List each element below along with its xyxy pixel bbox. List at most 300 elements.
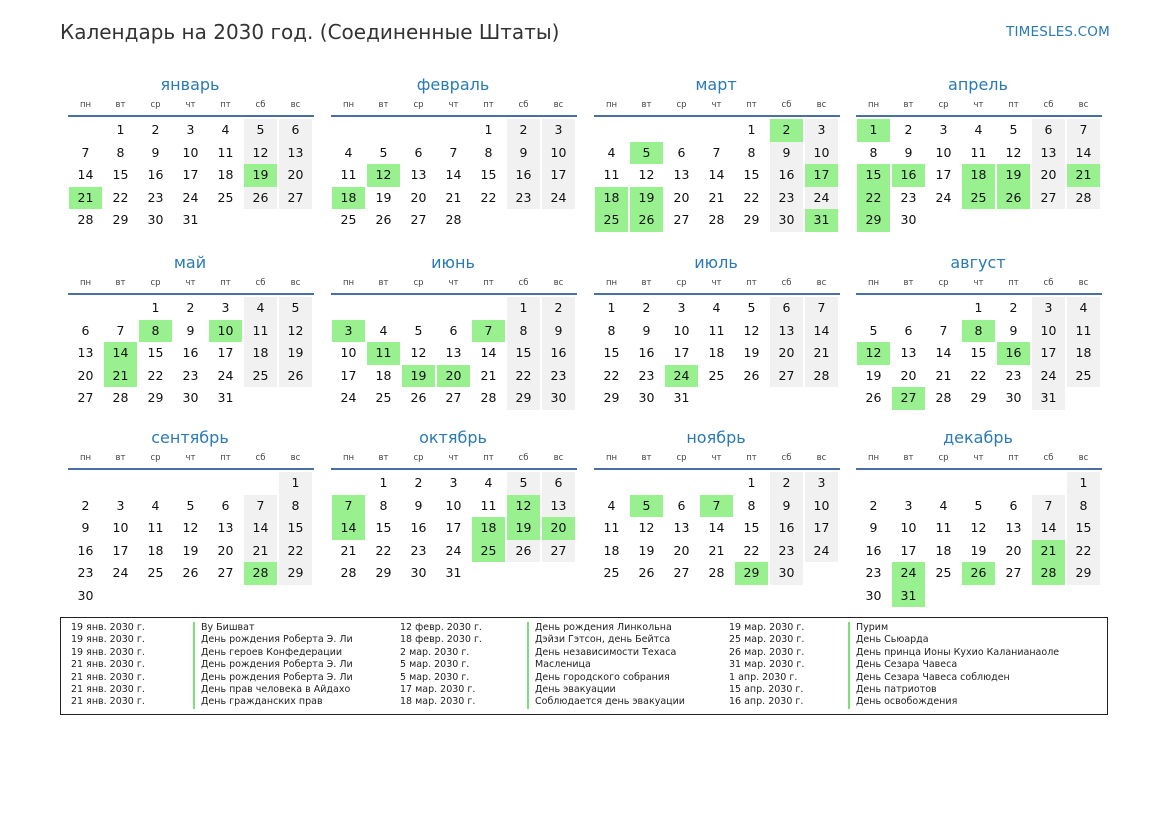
month-block — [856, 253, 1102, 410]
day-cell: 24 — [112, 565, 129, 580]
day-cell: 29 — [743, 212, 760, 227]
day-cell: 2 — [186, 300, 195, 315]
day-cell: 12 — [279, 320, 312, 343]
holiday-name: День Сьюарда — [848, 634, 929, 646]
day-cell: 26 — [279, 365, 312, 388]
day-cell: 23 — [410, 542, 427, 558]
day-cell: 26 — [638, 565, 655, 580]
holiday-date: 21 янв. 2030 г. — [71, 659, 145, 671]
day-cell: 7 — [244, 495, 277, 518]
weekday-header — [331, 451, 577, 470]
empty-cell — [104, 472, 137, 495]
holiday-date: 21 янв. 2030 г. — [71, 684, 145, 695]
day-grid — [331, 297, 577, 410]
weekday-label: вт — [641, 278, 652, 288]
day-cell: 16 — [182, 345, 199, 360]
day-cell: 3 — [116, 497, 125, 513]
day-cell: 1 — [974, 300, 983, 315]
day-cell: 11 — [603, 167, 620, 182]
weekday-label: вт — [903, 278, 914, 288]
weekday-label: вт — [115, 453, 126, 463]
day-cell: 7 — [1067, 119, 1100, 142]
holiday-name: Ву Бишват — [193, 622, 255, 634]
weekday-label: чт — [185, 453, 196, 463]
day-cell: 28 — [708, 212, 725, 227]
day-cell: 31 — [1032, 387, 1065, 410]
day-grid — [856, 119, 1102, 232]
day-cell: 26 — [865, 390, 882, 405]
day-cell: 31 — [673, 390, 690, 405]
weekday-label: вт — [378, 453, 389, 463]
day-cell: 15 — [375, 520, 392, 535]
day-cell: 26 — [375, 212, 392, 227]
weekday-label: вт — [115, 100, 126, 110]
day-cell: 27 — [445, 390, 462, 405]
day-cell: 22 — [603, 367, 620, 383]
day-cell: 5 — [279, 297, 312, 320]
holiday-name: День независимости Техаса — [527, 647, 676, 659]
day-cell: 6 — [677, 144, 686, 160]
day-cell: 15 — [1067, 517, 1100, 540]
day-cell: 4 — [151, 497, 160, 513]
day-cell: 30 — [147, 212, 164, 227]
day-cell: 6 — [1009, 497, 1018, 513]
day-cell: 23 — [182, 367, 199, 383]
month-block — [68, 75, 314, 232]
day-cell: 10 — [935, 144, 952, 160]
day-cell: 30 — [1005, 390, 1022, 405]
weekday-label: ср — [938, 278, 949, 288]
holiday-name: День рождения Роберта Э. Ли — [193, 672, 353, 684]
day-cell: 10 — [673, 322, 690, 338]
holiday-day-cell: 24 — [665, 365, 698, 388]
day-cell: 22 — [970, 367, 987, 383]
day-cell: 23 — [507, 187, 540, 210]
weekday-label: вт — [115, 278, 126, 288]
day-cell: 30 — [77, 587, 94, 603]
holiday-day-cell: 19 — [997, 164, 1030, 187]
day-cell: 4 — [974, 122, 983, 137]
holiday-day-cell: 20 — [437, 365, 470, 388]
day-cell: 27 — [77, 390, 94, 405]
day-cell: 4 — [712, 300, 721, 315]
day-cell: 3 — [904, 497, 913, 513]
day-grid — [68, 297, 314, 410]
day-cell: 14 — [708, 520, 725, 535]
day-cell: 1 — [151, 300, 160, 315]
weekday-label: пн — [342, 453, 355, 463]
holiday-day-cell: 29 — [735, 562, 768, 585]
day-cell: 24 — [340, 390, 357, 405]
day-cell: 30 — [770, 209, 803, 232]
empty-cell — [595, 119, 628, 142]
day-cell: 2 — [81, 497, 90, 513]
weekday-label: пт — [220, 278, 231, 288]
day-cell: 17 — [542, 164, 575, 187]
day-cell: 16 — [865, 542, 882, 558]
empty-cell — [630, 119, 663, 142]
day-cell: 21 — [708, 542, 725, 558]
day-cell: 23 — [638, 367, 655, 383]
empty-cell — [402, 297, 435, 320]
day-cell: 22 — [480, 189, 497, 205]
weekday-label: вт — [378, 278, 389, 288]
day-cell: 14 — [935, 345, 952, 360]
weekday-label: ср — [150, 278, 161, 288]
day-cell: 9 — [642, 322, 651, 338]
day-cell: 24 — [542, 187, 575, 210]
day-cell: 4 — [221, 122, 230, 137]
day-grid — [594, 472, 840, 585]
weekday-label: чт — [448, 278, 459, 288]
weekday-header — [856, 276, 1102, 295]
weekday-label: сб — [518, 453, 529, 463]
day-cell: 31 — [445, 565, 462, 580]
day-cell: 19 — [743, 345, 760, 360]
day-cell: 14 — [480, 345, 497, 360]
day-cell: 9 — [151, 144, 160, 160]
day-cell: 19 — [865, 367, 882, 383]
empty-cell — [630, 472, 663, 495]
day-cell: 9 — [507, 142, 540, 165]
empty-cell — [962, 472, 995, 495]
holiday-day-cell: 19 — [402, 365, 435, 388]
holiday-day-cell: 21 — [1067, 164, 1100, 187]
day-cell: 6 — [414, 144, 423, 160]
holiday-date: 17 мар. 2030 г. — [400, 684, 476, 695]
day-cell: 22 — [507, 365, 540, 388]
day-cell: 27 — [410, 212, 427, 227]
day-cell: 25 — [708, 367, 725, 383]
day-cell: 10 — [340, 345, 357, 360]
day-cell: 13 — [217, 520, 234, 535]
holiday-day-cell: 12 — [507, 495, 540, 518]
empty-cell — [997, 472, 1030, 495]
empty-cell — [700, 119, 733, 142]
holiday-name: День освобождения — [848, 696, 957, 708]
day-grid — [68, 472, 314, 607]
day-cell: 3 — [449, 475, 458, 490]
weekday-label: пн — [79, 278, 92, 288]
weekday-label: сб — [1043, 453, 1054, 463]
day-cell: 14 — [1067, 142, 1100, 165]
weekday-header — [594, 451, 840, 470]
holiday-legend — [60, 617, 1108, 715]
day-cell: 3 — [1032, 297, 1065, 320]
day-cell: 29 — [603, 390, 620, 405]
holiday-day-cell: 7 — [700, 495, 733, 518]
day-cell: 20 — [410, 189, 427, 205]
weekday-label: вт — [903, 100, 914, 110]
day-cell: 10 — [182, 144, 199, 160]
day-cell: 17 — [217, 345, 234, 360]
day-cell: 7 — [939, 322, 948, 338]
empty-cell — [437, 297, 470, 320]
weekday-label: чт — [973, 453, 984, 463]
day-cell: 9 — [81, 520, 90, 535]
day-cell: 13 — [673, 167, 690, 182]
day-cell: 8 — [1067, 495, 1100, 518]
empty-cell — [857, 297, 890, 320]
day-cell: 25 — [217, 189, 234, 205]
day-cell: 15 — [147, 345, 164, 360]
empty-cell — [472, 297, 505, 320]
day-cell: 4 — [244, 297, 277, 320]
day-cell: 1 — [279, 472, 312, 495]
day-cell: 9 — [904, 144, 913, 160]
day-cell: 24 — [182, 189, 199, 205]
day-cell: 23 — [1005, 367, 1022, 383]
day-cell: 20 — [770, 342, 803, 365]
holiday-day-cell: 2 — [770, 119, 803, 142]
holiday-day-cell: 19 — [507, 517, 540, 540]
weekday-header — [68, 451, 314, 470]
day-grid — [594, 119, 840, 232]
day-cell: 9 — [186, 322, 195, 338]
holiday-date: 12 февр. 2030 г. — [400, 622, 482, 633]
day-cell: 29 — [375, 565, 392, 580]
site-link[interactable]: TIMESLES.COM — [1006, 24, 1110, 40]
empty-cell — [402, 119, 435, 142]
day-cell: 24 — [217, 367, 234, 383]
day-cell: 19 — [970, 542, 987, 558]
holiday-name: День принца Ионы Кухио Каланианаоле — [848, 647, 1059, 659]
holiday-day-cell: 7 — [472, 320, 505, 343]
weekday-label: вс — [816, 100, 827, 110]
day-cell: 5 — [379, 144, 388, 160]
day-cell: 14 — [244, 517, 277, 540]
weekday-label: пн — [867, 453, 880, 463]
month-block — [594, 75, 840, 232]
day-cell: 13 — [673, 520, 690, 535]
day-cell: 6 — [904, 322, 913, 338]
day-cell: 24 — [805, 540, 838, 563]
day-cell: 26 — [743, 367, 760, 383]
empty-cell — [595, 472, 628, 495]
day-cell: 30 — [865, 587, 882, 603]
day-cell: 23 — [770, 187, 803, 210]
day-cell: 25 — [1067, 365, 1100, 388]
day-cell: 1 — [116, 122, 125, 137]
day-cell: 10 — [445, 497, 462, 513]
weekday-label: пн — [605, 453, 618, 463]
day-cell: 12 — [743, 322, 760, 338]
day-cell: 26 — [182, 565, 199, 580]
day-cell: 5 — [414, 322, 423, 338]
empty-cell — [104, 297, 137, 320]
weekday-label: пт — [746, 453, 757, 463]
day-cell: 31 — [182, 212, 199, 227]
weekday-label: чт — [711, 453, 722, 463]
day-cell: 5 — [974, 497, 983, 513]
day-cell: 23 — [865, 565, 882, 580]
holiday-day-cell: 1 — [857, 119, 890, 142]
weekday-label: пт — [746, 278, 757, 288]
holiday-date: 19 мар. 2030 г. — [729, 622, 805, 633]
weekday-label: ср — [413, 100, 424, 110]
holiday-date: 5 мар. 2030 г. — [400, 659, 470, 671]
day-cell: 10 — [1032, 320, 1065, 343]
day-cell: 12 — [182, 520, 199, 535]
weekday-label: ср — [150, 100, 161, 110]
weekday-label: пн — [867, 278, 880, 288]
day-cell: 17 — [112, 542, 129, 558]
holiday-day-cell: 16 — [997, 342, 1030, 365]
holiday-day-cell: 28 — [1032, 562, 1065, 585]
day-cell: 12 — [638, 167, 655, 182]
holiday-day-cell: 25 — [472, 540, 505, 563]
day-cell: 5 — [507, 472, 540, 495]
weekday-label: сб — [1043, 100, 1054, 110]
weekday-label: сб — [781, 453, 792, 463]
day-cell: 4 — [344, 144, 353, 160]
holiday-day-cell: 11 — [367, 342, 400, 365]
day-cell: 21 — [935, 367, 952, 383]
day-cell: 12 — [638, 520, 655, 535]
weekday-label: пн — [867, 100, 880, 110]
month-block — [331, 75, 577, 232]
day-cell: 11 — [935, 520, 952, 535]
day-cell: 20 — [77, 367, 94, 383]
holiday-day-cell: 18 — [962, 164, 995, 187]
day-cell: 31 — [217, 390, 234, 405]
weekday-label: ср — [413, 278, 424, 288]
day-cell: 12 — [970, 520, 987, 535]
month-name: июль — [694, 253, 738, 272]
weekday-label: чт — [185, 278, 196, 288]
holiday-day-cell: 14 — [332, 517, 365, 540]
day-cell: 3 — [542, 119, 575, 142]
day-cell: 2 — [1009, 300, 1018, 315]
holiday-date: 25 мар. 2030 г. — [729, 634, 805, 646]
day-cell: 29 — [1067, 562, 1100, 585]
day-cell: 11 — [244, 320, 277, 343]
holiday-day-cell: 3 — [332, 320, 365, 343]
day-cell: 22 — [279, 540, 312, 563]
holiday-day-cell: 24 — [892, 562, 925, 585]
day-cell: 6 — [677, 497, 686, 513]
day-cell: 22 — [112, 189, 129, 205]
weekday-label: вс — [553, 278, 564, 288]
month-block — [331, 428, 577, 585]
day-cell: 10 — [805, 495, 838, 518]
day-grid — [331, 119, 577, 232]
day-cell: 28 — [805, 365, 838, 388]
weekday-label: чт — [185, 100, 196, 110]
day-cell: 1 — [1067, 472, 1100, 495]
day-cell: 17 — [805, 517, 838, 540]
weekday-label: пн — [605, 278, 618, 288]
day-cell: 9 — [770, 142, 803, 165]
day-cell: 13 — [900, 345, 917, 360]
weekday-label: сб — [518, 278, 529, 288]
weekday-label: вс — [290, 453, 301, 463]
day-cell: 15 — [743, 167, 760, 182]
weekday-label: вт — [903, 453, 914, 463]
holiday-name: День рождения Линкольна — [527, 622, 672, 634]
day-cell: 29 — [112, 212, 129, 227]
day-cell: 20 — [673, 542, 690, 558]
day-cell: 1 — [484, 122, 493, 137]
empty-cell — [1032, 472, 1065, 495]
day-cell: 11 — [708, 322, 725, 338]
day-cell: 18 — [375, 367, 392, 383]
day-cell: 9 — [770, 495, 803, 518]
day-cell: 27 — [770, 365, 803, 388]
month-name: январь — [160, 75, 220, 94]
day-cell: 8 — [747, 144, 756, 160]
day-cell: 8 — [484, 144, 493, 160]
day-cell: 4 — [607, 144, 616, 160]
holiday-date: 2 мар. 2030 г. — [400, 646, 470, 658]
day-cell: 4 — [379, 322, 388, 338]
day-cell: 12 — [1005, 144, 1022, 160]
month-block — [594, 253, 840, 410]
day-cell: 14 — [445, 167, 462, 182]
holiday-name: День Сезара Чавеса соблюден — [848, 672, 1010, 684]
day-cell: 24 — [805, 187, 838, 210]
month-name: февраль — [416, 75, 490, 94]
day-cell: 27 — [673, 565, 690, 580]
day-cell: 4 — [607, 497, 616, 513]
day-cell: 8 — [507, 320, 540, 343]
day-cell: 21 — [805, 342, 838, 365]
holiday-day-cell: 16 — [892, 164, 925, 187]
day-cell: 21 — [480, 367, 497, 383]
empty-cell — [892, 472, 925, 495]
weekday-label: пт — [483, 453, 494, 463]
holiday-name: Пурим — [848, 622, 888, 634]
day-cell: 2 — [507, 119, 540, 142]
weekday-label: вт — [641, 453, 652, 463]
weekday-label: пт — [220, 453, 231, 463]
day-cell: 16 — [638, 345, 655, 360]
holiday-date: 19 янв. 2030 г. — [71, 622, 145, 633]
day-cell: 11 — [217, 144, 234, 160]
day-cell: 20 — [673, 189, 690, 205]
day-cell: 8 — [379, 497, 388, 513]
holiday-day-cell: 19 — [244, 164, 277, 187]
empty-cell — [857, 472, 890, 495]
day-cell: 15 — [603, 345, 620, 360]
day-cell: 6 — [770, 297, 803, 320]
empty-cell — [244, 472, 277, 495]
day-cell: 1 — [747, 475, 756, 490]
weekday-header — [331, 276, 577, 295]
weekday-label: чт — [448, 453, 459, 463]
day-cell: 29 — [507, 387, 540, 410]
day-cell: 9 — [542, 320, 575, 343]
day-cell: 11 — [970, 144, 987, 160]
day-cell: 18 — [147, 542, 164, 558]
holiday-day-cell: 5 — [630, 495, 663, 518]
holiday-day-cell: 12 — [857, 342, 890, 365]
day-cell: 23 — [147, 189, 164, 205]
day-cell: 2 — [869, 497, 878, 513]
weekday-label: сб — [781, 278, 792, 288]
weekday-label: сб — [781, 100, 792, 110]
month-name: сентябрь — [151, 428, 229, 447]
weekday-header — [331, 98, 577, 117]
weekday-label: чт — [448, 100, 459, 110]
month-block — [331, 253, 577, 410]
month-block — [68, 253, 314, 410]
day-cell: 17 — [935, 167, 952, 182]
holiday-name: День рождения Роберта Э. Ли — [193, 659, 353, 671]
day-cell: 19 — [182, 542, 199, 558]
day-cell: 27 — [542, 540, 575, 563]
holiday-day-cell: 28 — [244, 562, 277, 585]
